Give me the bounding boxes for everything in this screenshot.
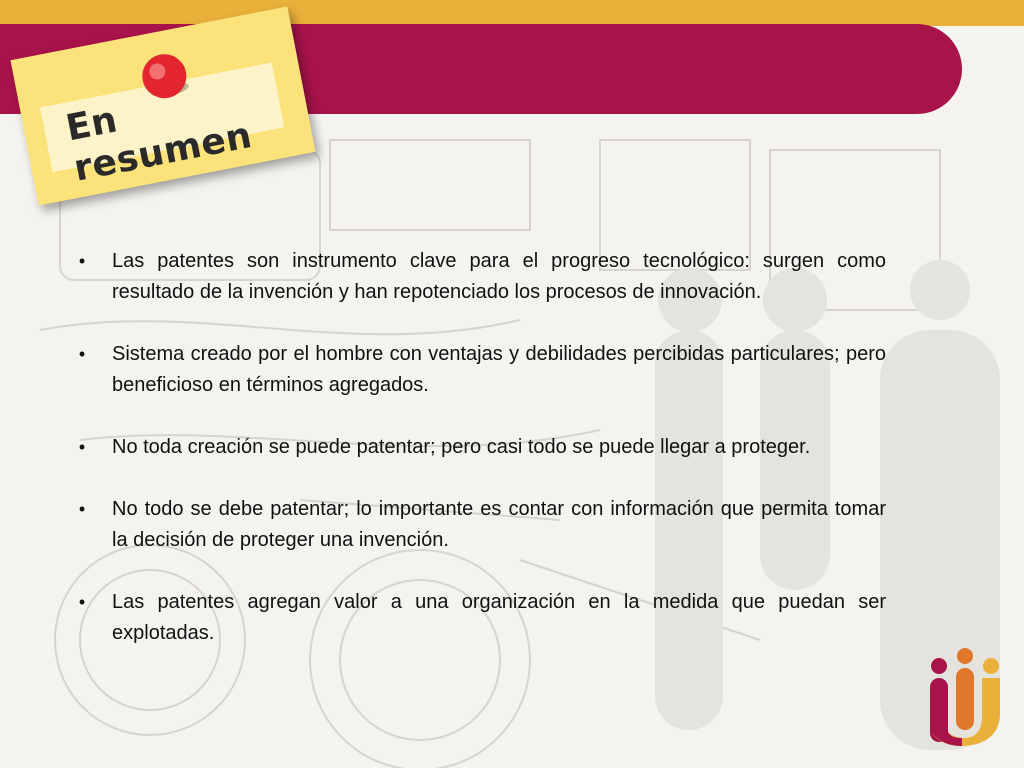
bullet-marker: • — [78, 344, 86, 364]
bullet-item — [72, 494, 886, 556]
bullet-marker: • — [78, 592, 86, 612]
bullet-list — [72, 246, 886, 680]
bullet-item — [72, 587, 886, 649]
bullet-text: No todo se debe patentar; lo importante es contar con información que permita tomar la decisión de proteger una invención. — [112, 498, 886, 551]
bullet-text: Las patentes son instrumento clave para el progreso tecnológico: surgen como resultado de la invención y han repotenciado los procesos de innovación. — [112, 250, 886, 303]
bullet-marker: • — [78, 437, 86, 457]
bullet-item — [72, 246, 886, 308]
university-logo — [922, 644, 1006, 748]
bullet-text: Las patentes agregan valor a una organización en la medida que puedan ser explotadas. — [112, 591, 886, 644]
slide-title: En resumen — [62, 99, 256, 190]
bullet-text: No toda creación se puede patentar; pero casi todo se puede llegar a proteger. — [112, 436, 811, 458]
bullet-item — [72, 339, 886, 401]
top-gold-band — [0, 0, 1024, 26]
bullet-marker: • — [78, 499, 86, 519]
bullet-marker: • — [78, 251, 86, 271]
bullet-item — [72, 432, 886, 463]
bullet-text: Sistema creado por el hombre con ventajas y debilidades percibidas particulares; pero beneficioso en términos agregados. — [112, 343, 886, 396]
pushpin-icon — [129, 40, 204, 115]
